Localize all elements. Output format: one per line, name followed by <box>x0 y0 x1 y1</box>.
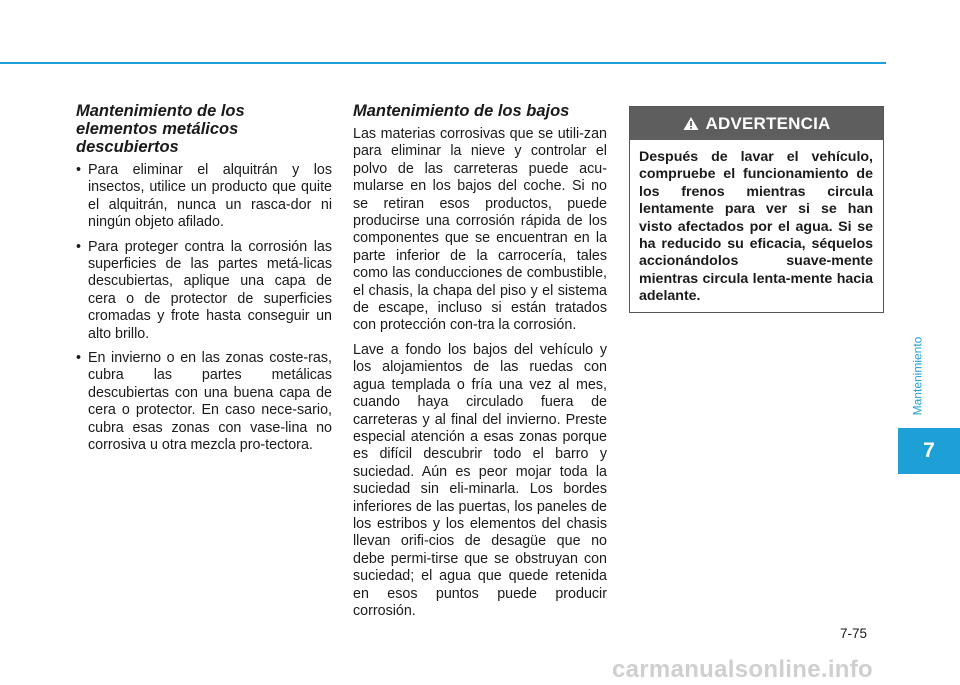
warning-triangle-icon <box>683 116 699 131</box>
chapter-number: 7 <box>923 439 935 462</box>
section-heading: Mantenimiento de los bajos <box>353 102 570 120</box>
left-column <box>76 102 332 462</box>
chapter-label: Mantenimiento <box>910 336 924 416</box>
list-item: • Para eliminar el alquitrán y los insectos, utilice un producto que quite el alquitrán, nunca un rasca-dor ni ningún objeto afilado. <box>76 162 332 232</box>
page-number: 7-75 <box>840 626 868 641</box>
warning-header <box>630 107 883 140</box>
list-item: • Para proteger contra la corrosión las superficies de las partes metá-licas descubiertas, aplique una capa de cera o de protector de superficies cromadas y frote hasta conseguir un alto brillo. <box>76 239 332 343</box>
list-item: • En invierno o en las zonas coste-ras, cubra las partes metálicas descubiertas con una buena capa de cera o protector. En caso nece-sario, cubra esas zonas con vase-lina no corrosiva u otra mezcla pro-tectora. <box>76 350 332 454</box>
warning-title: ADVERTENCIA <box>705 113 831 133</box>
section-heading: Mantenimiento de los elementos metálicos descubiertos <box>76 102 245 156</box>
middle-column <box>353 102 607 627</box>
warning-text: Después de lavar el vehículo, compruebe el funcionamiento de los frenos mientras circula lentamente para ver si se han visto afectados por el agua. Si se ha reducido su eficacia, séquelos accionándolos suave-mente mientras circula lenta-mente hacia adelante. <box>639 149 873 305</box>
paragraph: Lave a fondo los bajos del vehículo y los alojamientos de las ruedas con agua templada o fría una vez al mes, cuando haya circulado fuera de carreteras y al final del invierno. Preste especial atención a esas zonas porque es difícil descubrir todo el barro y suciedad. Aún es peor mojar toda la suciedad sin eli-minarla. Los bordes inferiores de las puertas, los paneles de los estribos y los elementos del chasis llevan orifi-cios de desagüe que no debe permi-tirse que se obstruyan con suciedad; el agua que quede retenida en esos puntos puede producir corrosión. <box>353 341 607 619</box>
watermark: carmanualsonline.info <box>612 656 874 683</box>
bullet-list <box>76 162 332 455</box>
warning-box <box>629 106 884 313</box>
paragraph: Las materias corrosivas que se utili-zan para eliminar la nieve y controlar el polvo de las carreteras puede acu-mularse en los bajos del coche. Si no se retiran esos productos, puede producirse una corrosión rápida de los componentes que se encuentran en la parte inferior de la carrocería, tales como las conducciones de combustible, el chasis, la chapa del piso y el sistema de escape, incluso si están tratados con protección con-tra la corrosión. <box>353 126 607 334</box>
chapter-tab-label <box>902 330 932 422</box>
chapter-tab <box>898 428 960 474</box>
header-rule <box>0 62 886 64</box>
